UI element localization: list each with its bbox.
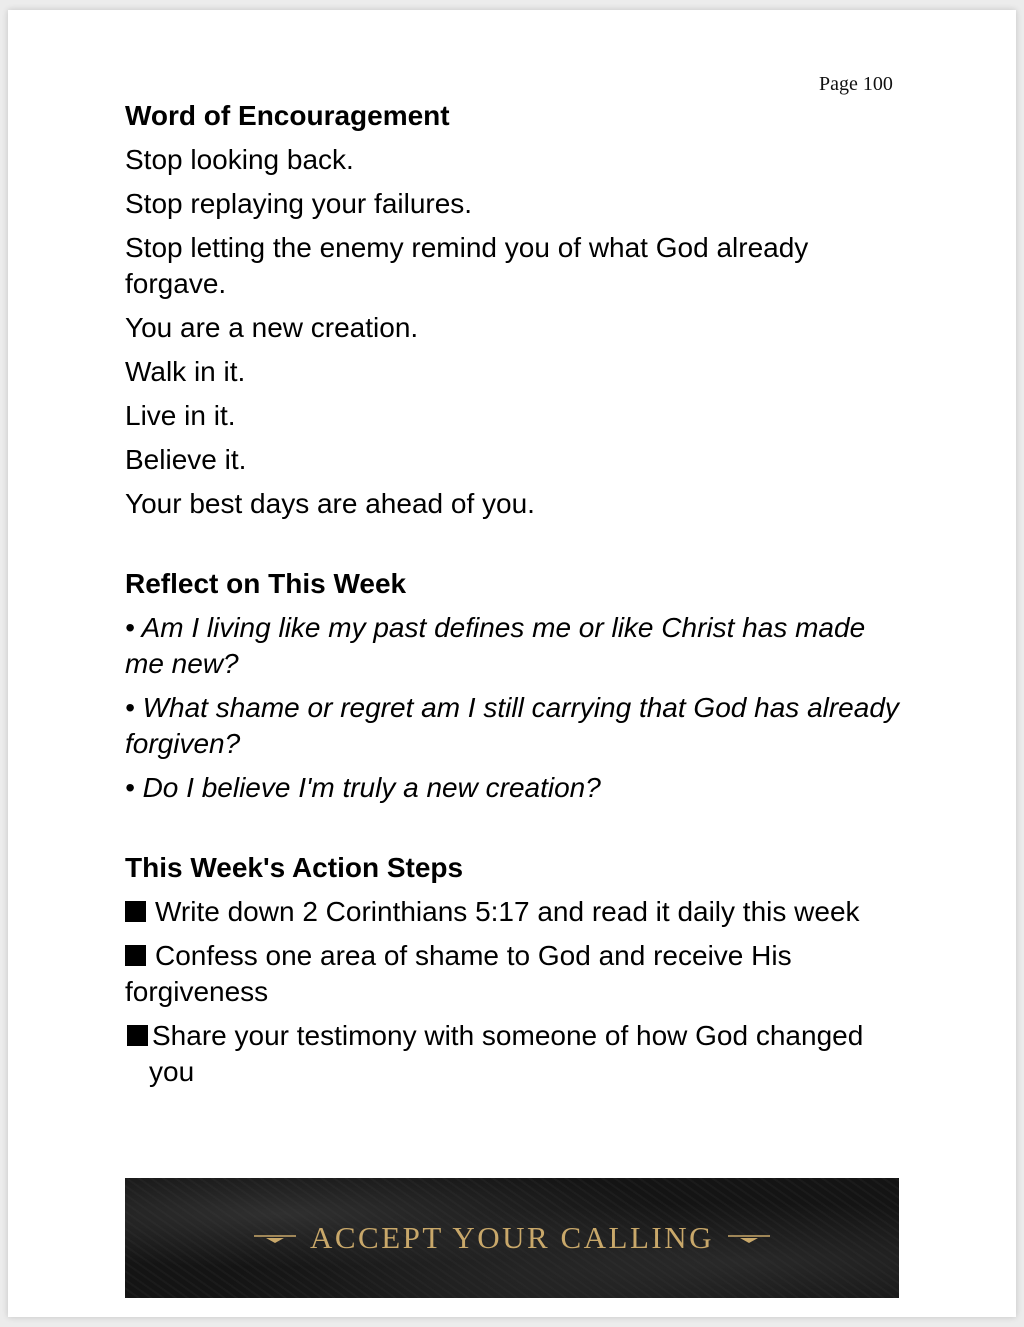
page-content	[125, 98, 905, 1090]
reflect-question: • Am I living like my past defines me or like Christ has made me new?	[125, 612, 866, 679]
square-bullet-icon	[125, 901, 146, 922]
encouragement-line: Walk in it.	[125, 356, 246, 387]
accept-your-calling-banner	[125, 1178, 899, 1298]
square-bullet-icon	[127, 1025, 148, 1046]
reflect-heading: Reflect on This Week	[125, 568, 407, 599]
action-steps-heading: This Week's Action Steps	[125, 852, 464, 883]
encouragement-heading: Word of Encouragement	[125, 100, 450, 131]
square-bullet-icon	[125, 945, 146, 966]
action-step	[125, 938, 905, 1010]
encouragement-line: You are a new creation.	[125, 312, 419, 343]
action-step	[125, 1018, 905, 1090]
action-step-text: Write down 2 Corinthians 5:17 and read it daily this week	[155, 896, 860, 927]
encouragement-line: Your best days are ahead of you.	[125, 488, 535, 519]
encouragement-line: Believe it.	[125, 444, 247, 475]
encouragement-line: Stop letting the enemy remind you of what God already forgave.	[125, 232, 809, 299]
encouragement-line: Stop replaying your failures.	[125, 188, 473, 219]
action-step	[125, 894, 905, 930]
left-ornament-icon	[252, 1231, 298, 1245]
action-step-text: Confess one area of shame to God and receive His forgiveness	[125, 940, 792, 1007]
right-ornament-icon	[726, 1231, 772, 1245]
reflect-question: • Do I believe I'm truly a new creation?	[125, 772, 601, 803]
action-steps-section	[125, 850, 905, 1090]
reflect-question: • What shame or regret am I still carrying that God has already forgiven?	[125, 692, 899, 759]
encouragement-line: Live in it.	[125, 400, 236, 431]
encouragement-line: Stop looking back.	[125, 144, 354, 175]
action-step-text: Share your testimony with someone of how God changed you	[149, 1020, 864, 1087]
document-page	[8, 10, 1016, 1317]
encouragement-section	[125, 98, 905, 522]
reflect-section	[125, 566, 905, 806]
banner-title: ACCEPT YOUR CALLING	[309, 1220, 714, 1255]
page-number: Page 100	[819, 73, 893, 95]
